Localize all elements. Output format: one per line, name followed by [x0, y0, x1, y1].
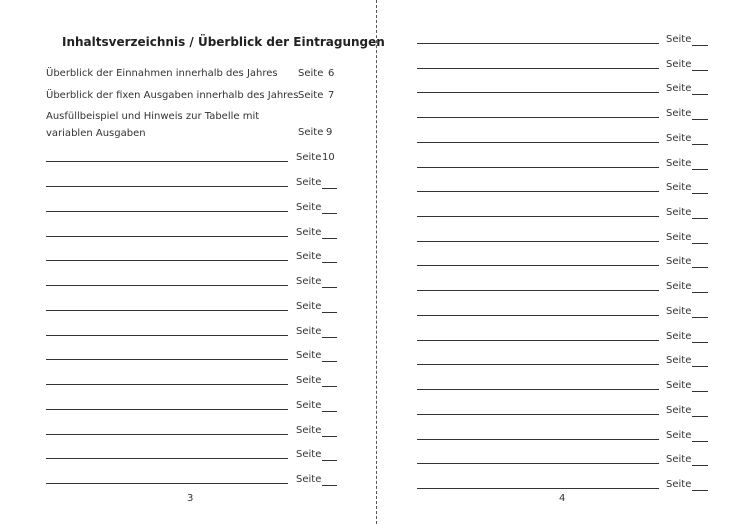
seite-label: Seite	[666, 108, 692, 120]
page-number-line	[322, 386, 337, 387]
entry-line	[417, 92, 659, 93]
seite-label: Seite	[298, 90, 324, 101]
page-number-line	[692, 391, 708, 392]
page-number-line	[692, 94, 708, 95]
page-number-line	[322, 436, 337, 437]
page-ref: 10	[322, 152, 335, 163]
entry-line	[417, 265, 659, 266]
seite-label: Seite	[666, 380, 692, 392]
entry-line	[417, 340, 659, 341]
seite-label: Seite	[298, 127, 324, 138]
page-number-line	[692, 218, 708, 219]
entry-line	[46, 285, 288, 286]
seite-label: Seite	[666, 182, 692, 194]
seite-label: Seite	[666, 454, 692, 466]
seite-label: Seite	[666, 207, 692, 219]
entry-line	[46, 409, 288, 410]
seite-label: Seite	[298, 68, 324, 79]
entry-line	[417, 117, 659, 118]
page-number-line	[692, 342, 708, 343]
page-number-line	[692, 243, 708, 244]
seite-label: Seite	[296, 226, 322, 238]
seite-label: Seite	[666, 355, 692, 367]
page-number-line	[322, 411, 337, 412]
entry-line	[417, 142, 659, 143]
toc-title: Inhaltsverzeichnis / Überblick der Eintragungen	[62, 35, 385, 49]
entry-line	[46, 483, 288, 484]
page-number-line	[692, 45, 708, 46]
entry-line	[417, 68, 659, 69]
page-number-line	[322, 262, 337, 263]
page-number-line	[692, 144, 708, 145]
seite-label: Seite	[666, 58, 692, 70]
seite-label: Seite	[666, 305, 692, 317]
seite-label: Seite	[296, 350, 322, 362]
entry-line	[417, 389, 659, 390]
page-number-line	[692, 441, 708, 442]
seite-label: Seite	[296, 375, 322, 386]
seite-label: Seite	[666, 330, 692, 342]
page-number-line	[692, 119, 708, 120]
toc-entry-text: Überblick der fixen Ausgaben innerhalb des Jahres	[46, 90, 299, 101]
entry-line	[46, 310, 288, 311]
right-page	[377, 0, 750, 524]
page-number-line	[322, 312, 337, 313]
seite-label: Seite	[666, 83, 692, 95]
page-number-line	[322, 361, 337, 362]
seite-label: Seite	[296, 276, 322, 287]
page-number: 4	[559, 493, 566, 504]
entry-line	[46, 434, 288, 435]
entry-line	[417, 364, 659, 365]
seite-label: Seite	[666, 157, 692, 169]
entry-line	[417, 216, 659, 217]
entry-line	[46, 161, 288, 162]
seite-label: Seite	[666, 478, 692, 490]
toc-entry-text: Überblick der Einnahmen innerhalb des Jahres	[46, 68, 278, 79]
seite-label: Seite	[296, 300, 322, 312]
seite-label: Seite	[666, 34, 692, 45]
entry-line	[46, 186, 288, 187]
entry-line	[417, 290, 659, 291]
seite-label: Seite	[666, 281, 692, 293]
page-ref: 6	[328, 68, 335, 79]
page-ref: 9	[326, 127, 333, 138]
seite-label: Seite	[296, 474, 322, 485]
seite-label: Seite	[666, 231, 692, 243]
page-number-line	[322, 238, 337, 239]
page-number-line	[692, 490, 708, 491]
page-number: 3	[187, 493, 194, 504]
entry-line	[417, 488, 659, 489]
seite-label: Seite	[296, 424, 322, 436]
page-number-line	[692, 267, 708, 268]
seite-label: Seite	[296, 251, 322, 263]
seite-label: Seite	[296, 152, 322, 163]
page-number-line	[692, 366, 708, 367]
page-number-line	[322, 485, 337, 486]
entry-line	[46, 384, 288, 385]
page-number-line	[692, 70, 708, 71]
entry-line	[46, 236, 288, 237]
page-number-line	[692, 416, 708, 417]
entry-line	[417, 167, 659, 168]
entry-line	[417, 414, 659, 415]
page-number-line	[322, 460, 337, 461]
page-number-line	[322, 337, 337, 338]
entry-line	[417, 315, 659, 316]
page-number-line	[692, 465, 708, 466]
page-number-line	[692, 193, 708, 194]
page-number-line	[692, 169, 708, 170]
entry-line	[46, 260, 288, 261]
seite-label: Seite	[666, 404, 692, 416]
entry-line	[417, 439, 659, 440]
page-number-line	[692, 317, 708, 318]
page-number-line	[322, 188, 337, 189]
page-ref: 7	[328, 90, 335, 101]
entry-line	[46, 458, 288, 459]
seite-label: Seite	[296, 399, 322, 411]
entry-line	[46, 359, 288, 360]
page-number-line	[322, 213, 337, 214]
entry-line	[417, 43, 659, 44]
entry-line	[417, 241, 659, 242]
seite-label: Seite	[296, 449, 322, 461]
seite-label: Seite	[666, 132, 692, 144]
seite-label: Seite	[666, 429, 692, 441]
seite-label: Seite	[296, 325, 322, 337]
page-number-line	[322, 287, 337, 288]
entry-line	[417, 191, 659, 192]
seite-label: Seite	[666, 256, 692, 268]
seite-label: Seite	[296, 201, 322, 213]
page-number-line	[692, 292, 708, 293]
toc-entry-text-line2: variablen Ausgaben	[46, 128, 146, 139]
seite-label: Seite	[296, 177, 322, 188]
entry-line	[46, 211, 288, 212]
entry-line	[46, 335, 288, 336]
toc-entry-text-line1: Ausfüllbeispiel und Hinweis zur Tabelle mit	[46, 111, 260, 122]
entry-line	[417, 463, 659, 464]
